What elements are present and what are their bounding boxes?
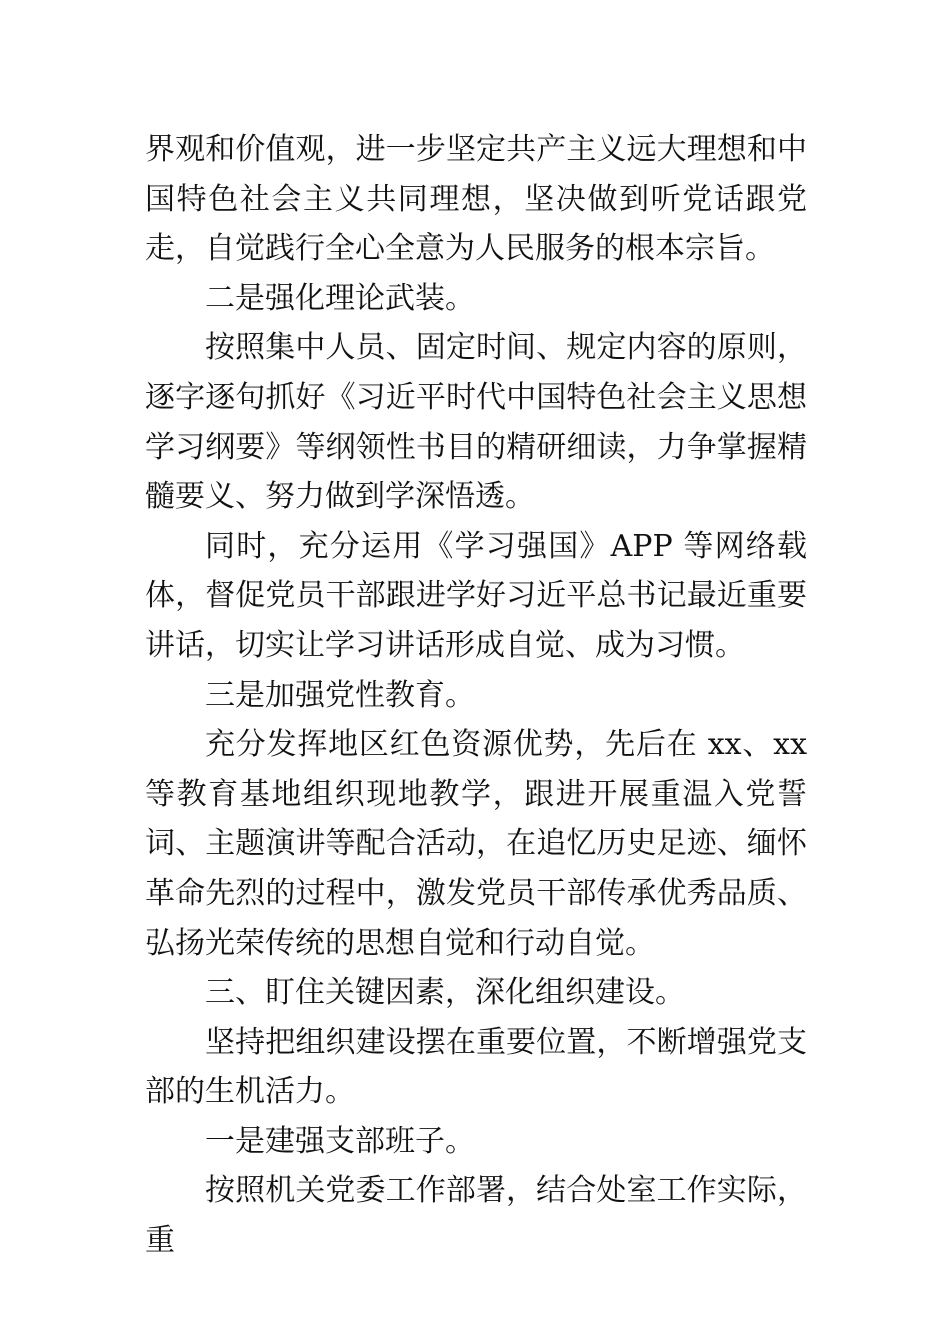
paragraph-4: 同时，充分运用《学习强国》APP 等网络载体，督促党员干部跟进学好习近平总书记最近重要讲话，切实让学习讲话形成自觉、成为习惯。: [145, 528, 807, 663]
paragraph-5-heading: 三是加强党性教育。: [205, 677, 475, 713]
paragraph-6: 充分发挥地区红色资源优势，先后在 xx、xx 等教育基地组织现地教学，跟进开展重温入党誓词、主题演讲等配合活动，在追忆历史足迹、缅怀革命先烈的过程中，激发党员干部传承优秀品质、弘扬光荣传统的思想自觉和行动自觉。: [145, 727, 807, 961]
document-body: [145, 125, 807, 1266]
paragraph-1: 界观和价值观，进一步坚定共产主义远大理想和中国特色社会主义共同理想，坚决做到听党话跟党走，自觉践行全心全意为人民服务的根本宗旨。: [145, 132, 807, 267]
paragraph-10: 按照机关党委工作部署，结合处室工作实际，重: [145, 1173, 807, 1259]
paragraph-9-heading: 一是建强支部班子。: [205, 1123, 475, 1159]
paragraph-3: 按照集中人员、固定时间、规定内容的原则，逐字逐句抓好《习近平时代中国特色社会主义思想学习纲要》等纲领性书目的精研细读，力争掌握精髓要义、努力做到学深悟透。: [145, 330, 807, 515]
paragraph-8: 坚持把组织建设摆在重要位置，不断增强党支部的生机活力。: [145, 1024, 807, 1110]
paragraph-2-heading: 二是强化理论武装。: [205, 280, 475, 316]
section-heading-3: 三、盯住关键因素，深化组织建设。: [205, 975, 685, 1011]
